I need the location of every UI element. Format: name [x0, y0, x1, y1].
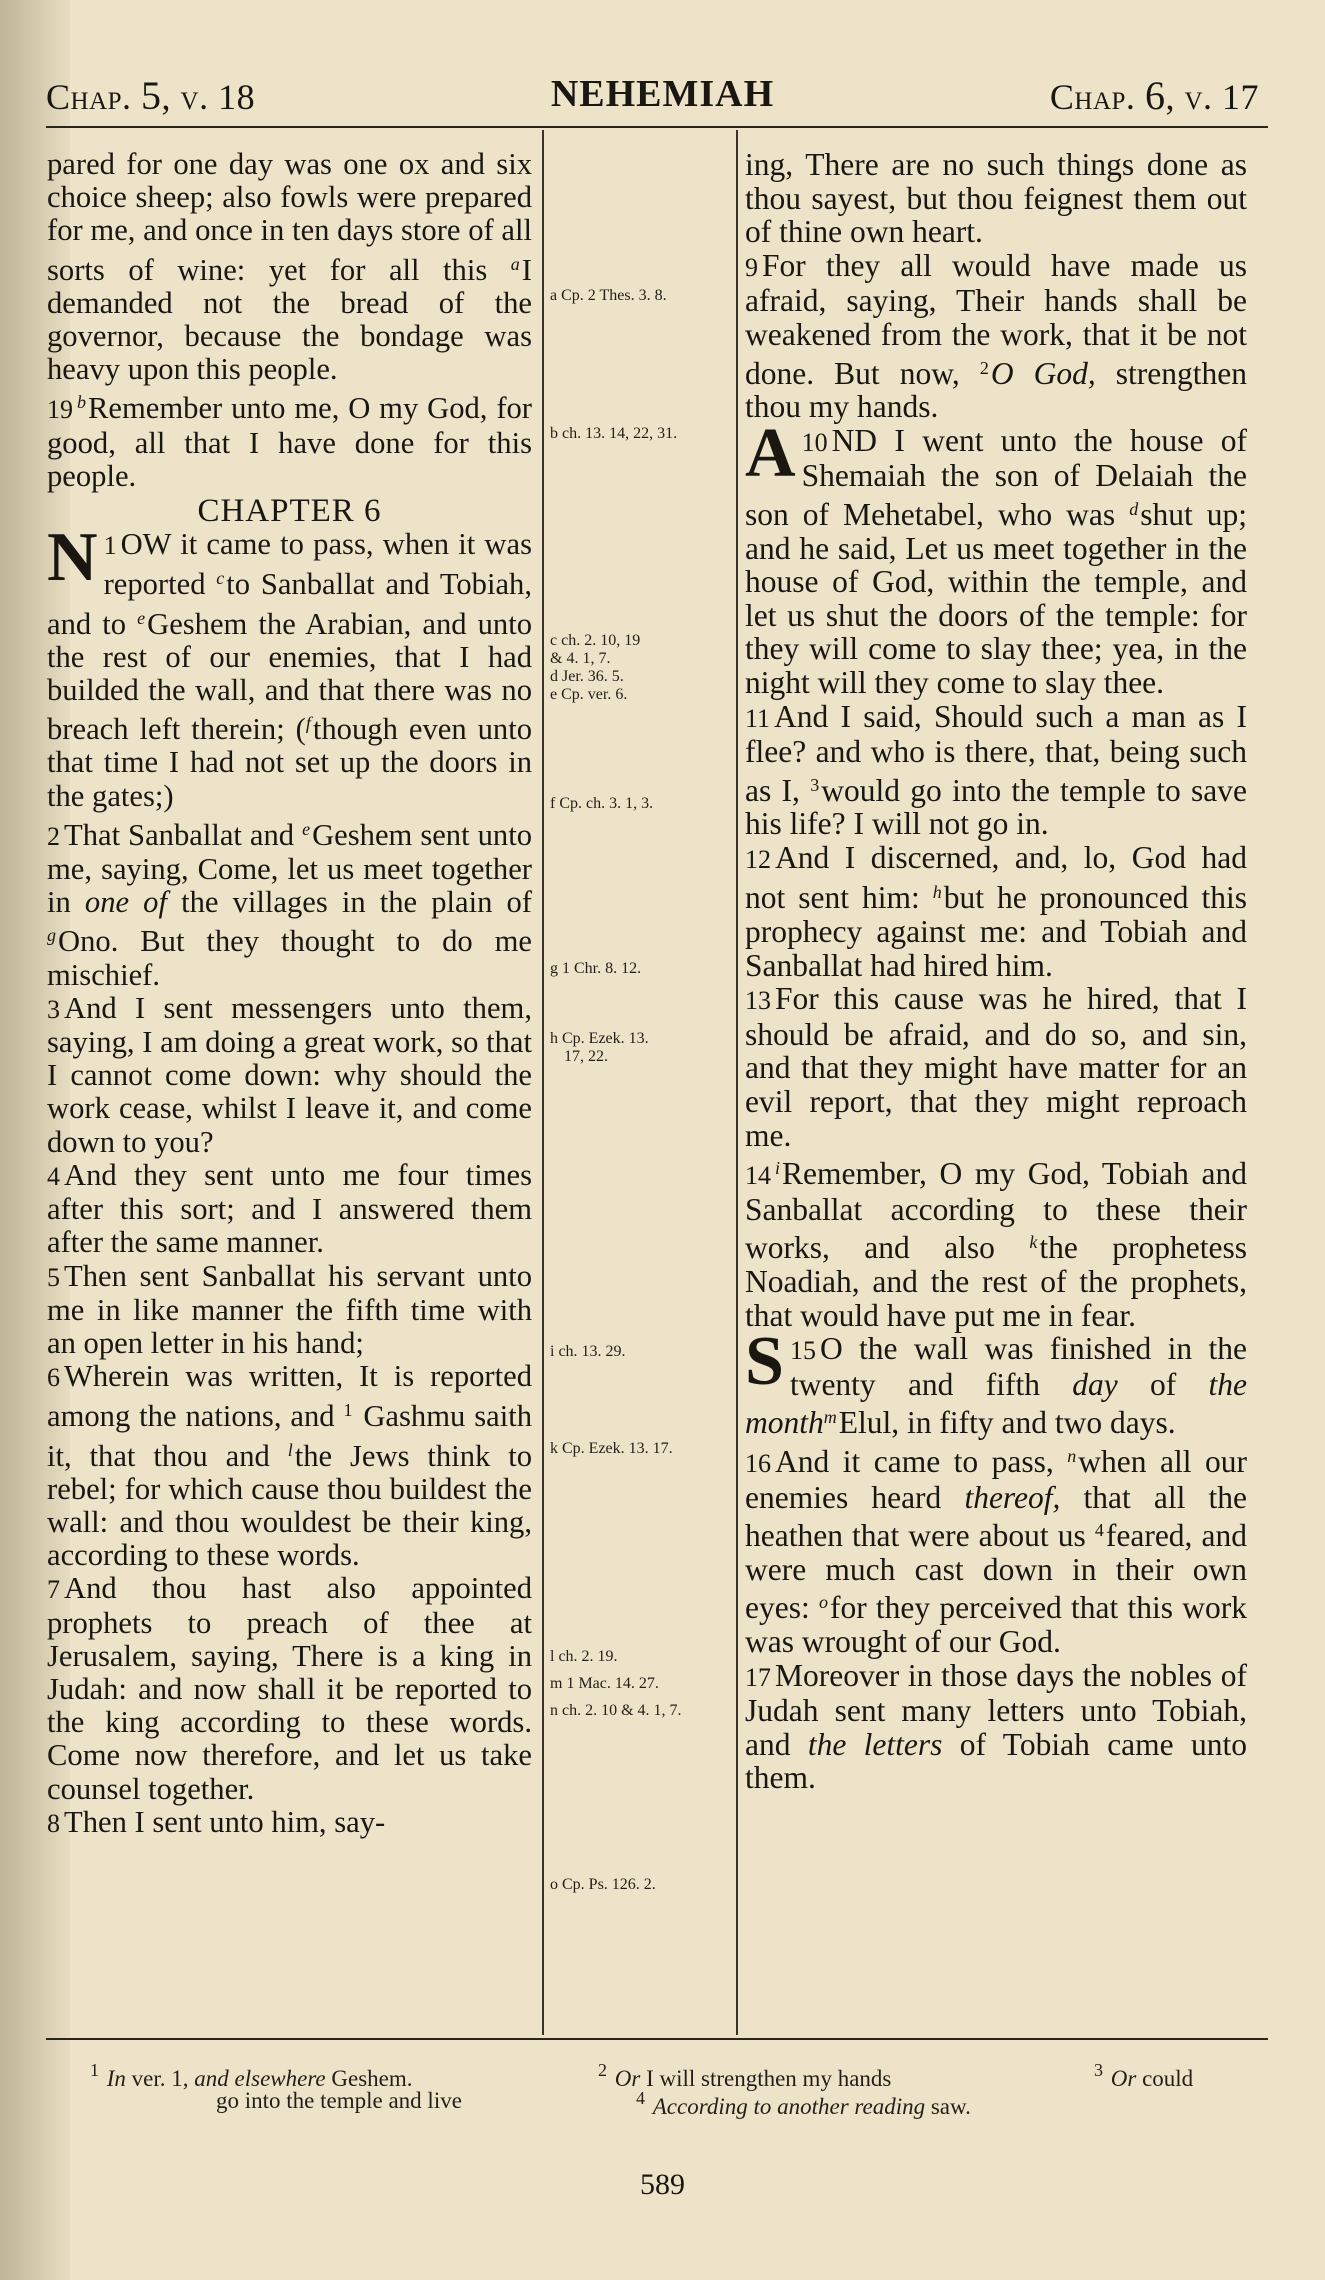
margin-ref-i: i ch. 13. 29.: [550, 1343, 626, 1360]
footnote-3-continued: go into the temple and live: [216, 2088, 462, 2113]
left-text-column: [47, 148, 532, 1840]
header-left-reference: Chap. 5, v. 18: [46, 73, 256, 118]
margin-ref-n: n ch. 2. 10 & 4. 1, 7.: [550, 1702, 682, 1719]
verse-6-10: 10 A ND I went unto the house of Shemaiah the son of Delaiah the son of Mehetabel, who was $^d$shut up; and he said, Let us meet together in the house of God, within the temple, and let us shut the doors of the temple: for they will come to slay thee; yea, in the night will they come to slay thee.: [745, 414, 1247, 700]
margin-ref-l: l ch. 2. 19.: [550, 1648, 618, 1665]
right-text-column: [745, 148, 1247, 1795]
verse-6-9: 9 For they all would have made us afraid, saying, Their hands shall be weakened from the work, that it be not done. But now, $^2$O God, strengthen thou my hands.: [745, 247, 1248, 425]
header-right-reference: Chap. 6, v. 17: [1049, 73, 1259, 118]
verse-6-16: 16 And it came to pass, $^n$when all our enemies heard thereof, that all the heathen that were about us $^4$feared, and were much cast down in their own eyes: $^o$for they perceived that this work was wrought of our God.: [745, 1443, 1248, 1659]
drop-cap: N: [47, 519, 98, 597]
verse-6-5: 5 Then sent Sanballat his servant unto me in like manner the fifth time with an open letter in his hand;: [47, 1258, 532, 1360]
margin-ref-k: k Cp. Ezek. 13. 17.: [550, 1440, 673, 1457]
margin-ref-o: o Cp. Ps. 126. 2.: [550, 1876, 656, 1893]
margin-ref-d: d Jer. 36. 5.: [550, 668, 624, 685]
verse-6-11: 11 And I said, Should such a man as I flee? and who is there, that, being such as I, $^3$would go into the temple to save his life? I will not go in.: [745, 698, 1247, 842]
page-number: 589: [640, 2168, 685, 2201]
drop-cap: A: [745, 414, 796, 492]
verse-6-1: 1 N OW it came to pass, when it was reported $^c$to Sanballat and Tobiah, and to $^e$Geshem the Arabian, and unto the rest of our enemies, that I had builded the wall, and that there was no breach left therein; ($^f$though even unto that time I had not set up the doors in the gates;): [47, 519, 532, 813]
verse-6-13: 13 For this cause was he hired, that I should be afraid, and do so, and sin, and that they might have matter for an evil report, that they might reproach me.: [745, 981, 1247, 1153]
verse-6-3: 3 And I sent messengers unto them, saying, I am doing a great work, so that I cannot come down: why should the work cease, whilst I leave it, and come down to you?: [47, 990, 532, 1159]
drop-cap: S: [745, 1323, 784, 1401]
margin-ref-h: h Cp. Ezek. 13.: [550, 1030, 649, 1047]
verse-5-19: 19 $^b$Remember unto me, O my God, for good, all that I have done for this people.: [47, 391, 532, 493]
margin-references: [550, 0, 735, 2280]
margin-ref-b: b ch. 13. 14, 22, 31.: [550, 425, 678, 442]
margin-ref-g: g 1 Chr. 8. 12.: [550, 960, 642, 977]
margin-ref-f: f Cp. ch. 3. 1, 3.: [550, 795, 654, 812]
margin-ref-m: m 1 Mac. 14. 27.: [550, 1675, 659, 1692]
margin-ref-c-cont: & 4. 1, 7.: [550, 650, 611, 667]
chapter-heading: CHAPTER 6: [197, 493, 382, 530]
margin-ref-e: e Cp. ver. 6.: [550, 686, 628, 703]
margin-ref-a: a Cp. 2 Thes. 3. 8.: [550, 287, 667, 304]
margin-ref-c: c ch. 2. 10, 19: [550, 632, 641, 649]
verse-6-7: 7 And thou hast also appointed prophets to preach of thee at Jerusalem, saying, There is a king in Judah: and now shall it be reported to the king according to these words. Come now therefore, and let us take counsel together.: [47, 1571, 532, 1806]
verse-5-18: pared for one day was one ox and six choice sheep; also fowls were prepared for me, and once in ten days store of all sorts of wine: yet for all this $^a$I demanded not the bread of the governor, because the bondage was heavy upon this people.: [47, 147, 532, 387]
verse-6-8-cont: ing, There are no such things done as thou sayest, but thou feignest them out of thine own heart.: [745, 147, 1247, 250]
verse-6-15: 15 S O the wall was finished in the twenty and fifth day of the month$^m$Elul, in fifty and two days.: [745, 1323, 1247, 1441]
column-divider-left: [542, 130, 544, 2035]
verse-6-6: 6 Wherein was written, It is reported among the nations, and $^1$ Gashmu saith it, that thou and $^l$the Jews think to rebel; for which cause thou buildest the wall: and thou wouldest be their king, according to these words.: [47, 1359, 532, 1573]
footnote-4: $^4$ According to another reading saw.: [636, 2088, 971, 2119]
verse-6-17: 17 Moreover in those days the nobles of Judah sent many letters unto Tobiah, and the letters of Tobiah came unto them.: [745, 1657, 1247, 1796]
header-book-title: NEHEMIAH: [550, 73, 775, 115]
margin-ref-h-cont: 17, 22.: [564, 1048, 608, 1065]
verse-6-4: 4 And they sent unto me four times after this sort; and I answered them after the same manner.: [47, 1157, 532, 1260]
verse-6-8: 8 Then I sent unto him, say-: [47, 1804, 386, 1839]
verse-6-14: 14 $^i$Remember, O my God, Tobiah and Sanballat according to these their works, and also $^k$the prophetess Noadiah, and the rest of the prophets, that would have put me in fear.: [745, 1156, 1247, 1333]
footnote-3: $^3$ Or could: [1094, 2060, 1194, 2091]
column-divider-right: [736, 130, 738, 2035]
footnote-2: $^2$ Or I will strengthen my hands: [598, 2060, 892, 2091]
footnote-1: $^1$ In ver. 1, and elsewhere Geshem.: [90, 2060, 413, 2091]
verse-6-12: 12 And I discerned, and, lo, God had not sent him: $^h$but he pronounced this prophecy against me: and Tobiah and Sanballat had hired him.: [745, 839, 1248, 983]
verse-6-2: 2 That Sanballat and $^e$Geshem sent unto me, saying, Come, let us meet together in one of the villages in the plain of $^g$Ono. But they thought to do me mischief.: [47, 817, 532, 992]
